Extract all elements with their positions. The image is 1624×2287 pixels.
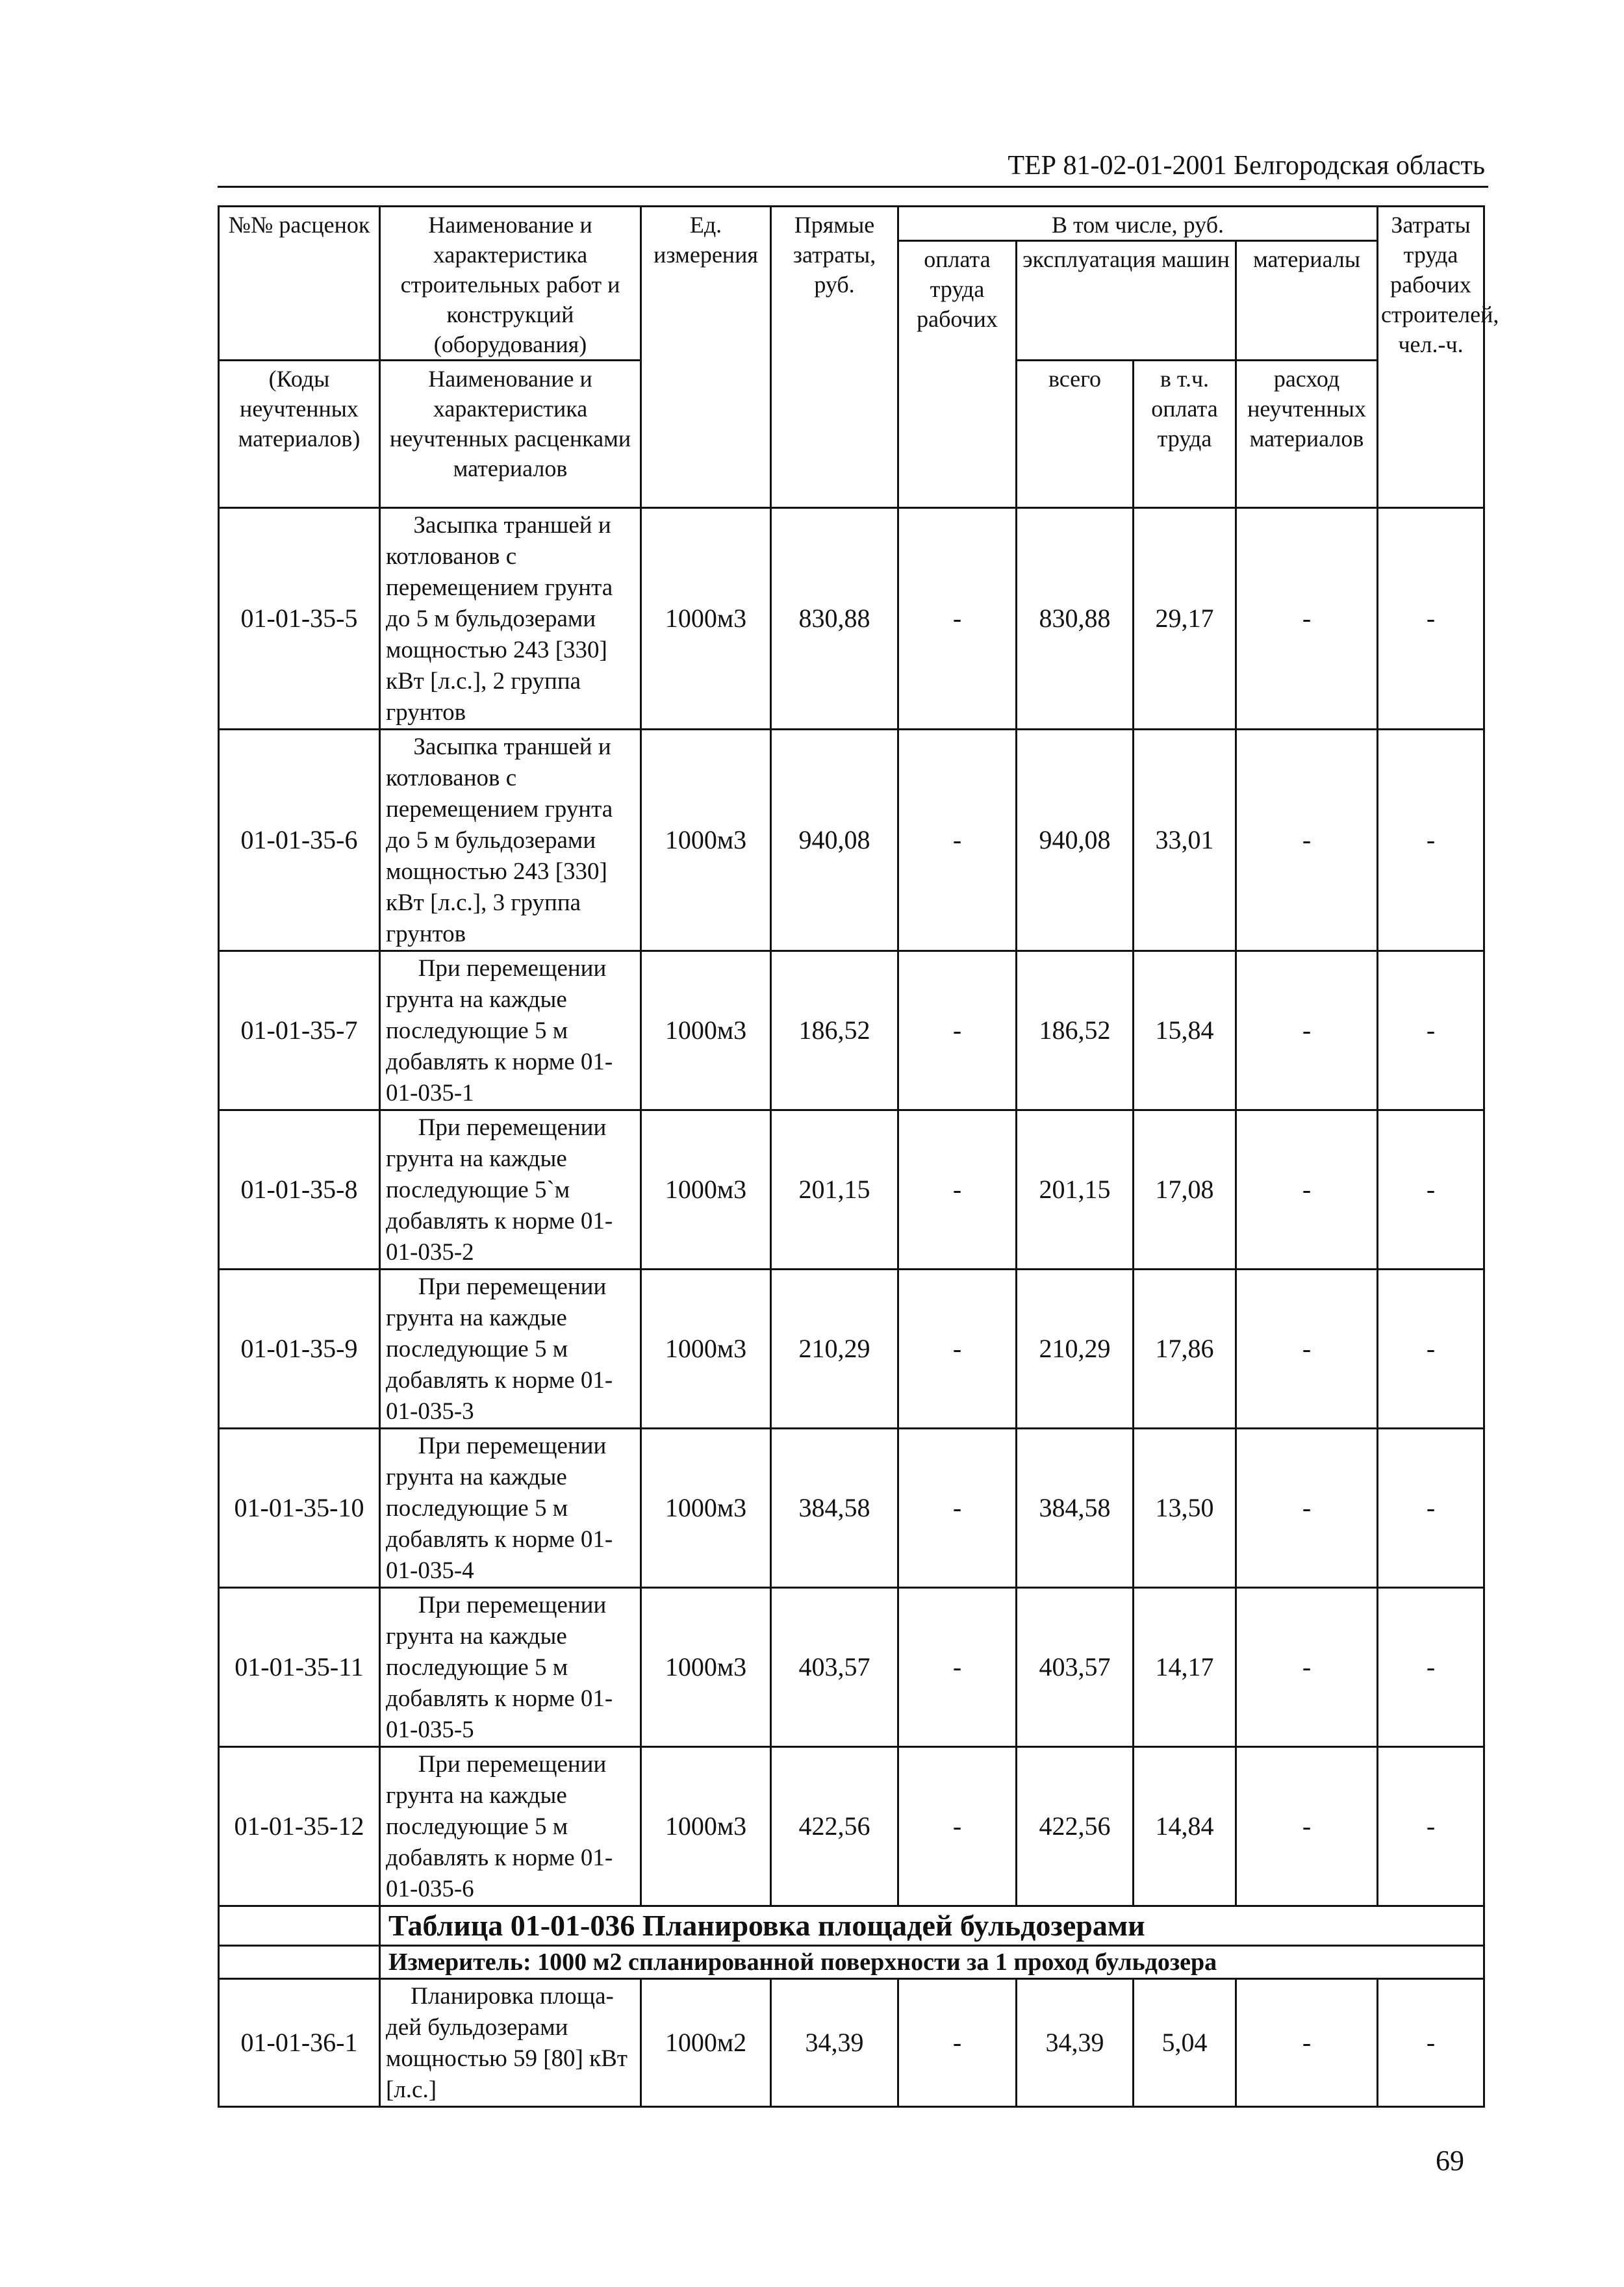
- section-measure-row: [219, 1946, 1484, 1979]
- table-row: [219, 1429, 1484, 1588]
- row-name-rest: дей бульдозерами мощностью 59 [80] кВт [л.с.]: [386, 2014, 628, 2103]
- row-code: 01-01-35-8: [219, 1110, 380, 1270]
- row-name: [380, 1747, 641, 1906]
- row-wages: -: [898, 1979, 1017, 2107]
- row-name-first: При перемещении: [418, 1433, 607, 1459]
- row-machine-wages: 14,84: [1134, 1747, 1236, 1906]
- header-row-1: [219, 207, 1484, 241]
- row-wages: -: [898, 951, 1017, 1110]
- row-machines: 940,08: [1017, 730, 1134, 951]
- row-materials: -: [1236, 951, 1378, 1110]
- row-materials: -: [1236, 1747, 1378, 1906]
- row-materials: -: [1236, 1429, 1378, 1588]
- row-name-rest: котлованов с перемещением грунта до 5 м бульдозерами мощностью 243 [330] кВт [л.с.], 3 группа грунтов: [386, 765, 613, 947]
- row-unit: 1000м3: [641, 1747, 771, 1906]
- header-labor: Затраты труда рабочих строителей, чел.-ч.: [1378, 207, 1484, 508]
- row-machine-wages: 17,86: [1134, 1270, 1236, 1429]
- row-direct: 201,15: [771, 1110, 898, 1270]
- row-labor: -: [1378, 1110, 1484, 1270]
- row-name-rest: грунта на каждые последующие 5 м добавлять к норме 01-01-035-4: [386, 1464, 613, 1584]
- row-wages: -: [898, 508, 1017, 730]
- row-direct: 384,58: [771, 1429, 898, 1588]
- row-machine-wages: 5,04: [1134, 1979, 1236, 2107]
- row-machine-wages: 33,01: [1134, 730, 1236, 951]
- row-direct: 34,39: [771, 1979, 898, 2107]
- row-code: 01-01-35-7: [219, 951, 380, 1110]
- row-name: [380, 1429, 641, 1588]
- row-labor: -: [1378, 508, 1484, 730]
- row-unit: 1000м2: [641, 1979, 771, 2107]
- row-name-first: При перемещении: [418, 1751, 607, 1778]
- row-name: [380, 730, 641, 951]
- row-name-first: Засыпка траншей и: [413, 512, 611, 539]
- row-materials: -: [1236, 1110, 1378, 1270]
- row-labor: -: [1378, 951, 1484, 1110]
- header-materials: материалы: [1236, 241, 1378, 361]
- row-machines: 384,58: [1017, 1429, 1134, 1588]
- row-machines: 186,52: [1017, 951, 1134, 1110]
- table-row: [219, 1110, 1484, 1270]
- row-direct: 940,08: [771, 730, 898, 951]
- row-unit: 1000м3: [641, 508, 771, 730]
- table-row: [219, 951, 1484, 1110]
- row-unit: 1000м3: [641, 1270, 771, 1429]
- page-number: 69: [1436, 2145, 1464, 2177]
- row-unit: 1000м3: [641, 1110, 771, 1270]
- row-labor: -: [1378, 730, 1484, 951]
- section-title: Таблица 01-01-036 Планировка площадей бульдозерами: [380, 1906, 1484, 1946]
- row-labor: -: [1378, 1747, 1484, 1906]
- row-name-rest: грунта на каждые последующие 5 м добавлять к норме 01-01-035-3: [386, 1305, 613, 1425]
- row-materials: -: [1236, 1979, 1378, 2107]
- row-name-first: При перемещении: [418, 1114, 607, 1141]
- header-unaccounted: расход неучтенных материалов: [1236, 361, 1378, 508]
- row-machines: 830,88: [1017, 508, 1134, 730]
- header-incl-wages: в т.ч. оплата труда: [1134, 361, 1236, 508]
- row-machine-wages: 13,50: [1134, 1429, 1236, 1588]
- section-title-spacer: [219, 1906, 380, 1946]
- header-total: всего: [1017, 361, 1134, 508]
- row-materials: -: [1236, 1270, 1378, 1429]
- row-machines: 201,15: [1017, 1110, 1134, 1270]
- row-wages: -: [898, 1429, 1017, 1588]
- row-code: 01-01-35-6: [219, 730, 380, 951]
- row-code: 01-01-35-11: [219, 1588, 380, 1747]
- row-name-rest: грунта на каждые последующие 5 м добавлять к норме 01-01-035-1: [386, 986, 613, 1106]
- row-labor: -: [1378, 1588, 1484, 1747]
- row-machine-wages: 15,84: [1134, 951, 1236, 1110]
- rates-table: [218, 205, 1499, 2108]
- header-unit: Ед. измерения: [641, 207, 771, 508]
- row-name-first: При перемещении: [418, 1273, 607, 1300]
- row-wages: -: [898, 1588, 1017, 1747]
- header-wages: оплата труда рабочих: [898, 241, 1017, 508]
- row-machines: 403,57: [1017, 1588, 1134, 1747]
- row-name: [380, 1110, 641, 1270]
- row-wages: -: [898, 1270, 1017, 1429]
- row-name: [380, 1270, 641, 1429]
- header-code: №№ расценок: [219, 207, 380, 361]
- header-direct: Прямые затраты, руб.: [771, 207, 898, 508]
- row-name-rest: грунта на каждые последующие 5 м добавлять к норме 01-01-035-5: [386, 1623, 613, 1743]
- row-name-rest: котлованов с перемещением грунта до 5 м бульдозерами мощностью 243 [330] кВт [л.с.], 2 группа грунтов: [386, 543, 613, 726]
- row-labor: -: [1378, 1270, 1484, 1429]
- row-code: 01-01-35-9: [219, 1270, 380, 1429]
- row-code: 01-01-35-12: [219, 1747, 380, 1906]
- row-name: [380, 1979, 641, 2107]
- row-name-first: При перемещении: [418, 955, 607, 982]
- row-machines: 210,29: [1017, 1270, 1134, 1429]
- row-machine-wages: 14,17: [1134, 1588, 1236, 1747]
- row-labor: -: [1378, 1979, 1484, 2107]
- row-unit: 1000м3: [641, 951, 771, 1110]
- header-machines: эксплуатация машин: [1017, 241, 1236, 361]
- header-name-sub: Наименование и характеристика неучтенных расценками материалов: [380, 361, 641, 508]
- table-row: [219, 1979, 1484, 2107]
- header-code-sub: (Коды неучтенных материалов): [219, 361, 380, 508]
- page-header: [218, 143, 1488, 188]
- row-wages: -: [898, 1747, 1017, 1906]
- row-direct: 422,56: [771, 1747, 898, 1906]
- row-unit: 1000м3: [641, 1588, 771, 1747]
- row-materials: -: [1236, 1588, 1378, 1747]
- row-name-first: При перемещении: [418, 1592, 607, 1618]
- row-unit: 1000м3: [641, 1429, 771, 1588]
- row-labor: -: [1378, 1429, 1484, 1588]
- row-direct: 186,52: [771, 951, 898, 1110]
- header-name: Наименование и характеристика строительных работ и конструкций (оборудования): [380, 207, 641, 361]
- row-materials: -: [1236, 508, 1378, 730]
- row-wages: -: [898, 1110, 1017, 1270]
- row-unit: 1000м3: [641, 730, 771, 951]
- row-machines: 34,39: [1017, 1979, 1134, 2107]
- row-code: 01-01-35-10: [219, 1429, 380, 1588]
- section-measure-spacer: [219, 1946, 380, 1979]
- row-direct: 210,29: [771, 1270, 898, 1429]
- header-title: ТЕР 81-02-01-2001 Белгородская область: [1008, 151, 1485, 181]
- row-machines: 422,56: [1017, 1747, 1134, 1906]
- row-name: [380, 951, 641, 1110]
- row-name-first: Засыпка траншей и: [413, 734, 611, 760]
- section-measure: Измеритель: 1000 м2 спланированной поверхности за 1 проход бульдозера: [380, 1946, 1484, 1979]
- table-row: [219, 730, 1484, 951]
- section-title-row: [219, 1906, 1484, 1946]
- row-name-rest: грунта на каждые последующие 5`м добавлять к норме 01-01-035-2: [386, 1145, 613, 1266]
- header-including: В том числе, руб.: [898, 207, 1378, 241]
- row-name: [380, 1588, 641, 1747]
- row-wages: -: [898, 730, 1017, 951]
- row-machine-wages: 29,17: [1134, 508, 1236, 730]
- row-machine-wages: 17,08: [1134, 1110, 1236, 1270]
- row-name: [380, 508, 641, 730]
- row-code: 01-01-35-5: [219, 508, 380, 730]
- table-row: [219, 1747, 1484, 1906]
- table-row: [219, 508, 1484, 730]
- row-materials: -: [1236, 730, 1378, 951]
- row-direct: 830,88: [771, 508, 898, 730]
- row-name-rest: грунта на каждые последующие 5 м добавлять к норме 01-01-035-6: [386, 1782, 613, 1902]
- row-code: 01-01-36-1: [219, 1979, 380, 2107]
- row-direct: 403,57: [771, 1588, 898, 1747]
- table-row: [219, 1270, 1484, 1429]
- row-name-first: Планировка площа-: [411, 1983, 614, 2010]
- table-row: [219, 1588, 1484, 1747]
